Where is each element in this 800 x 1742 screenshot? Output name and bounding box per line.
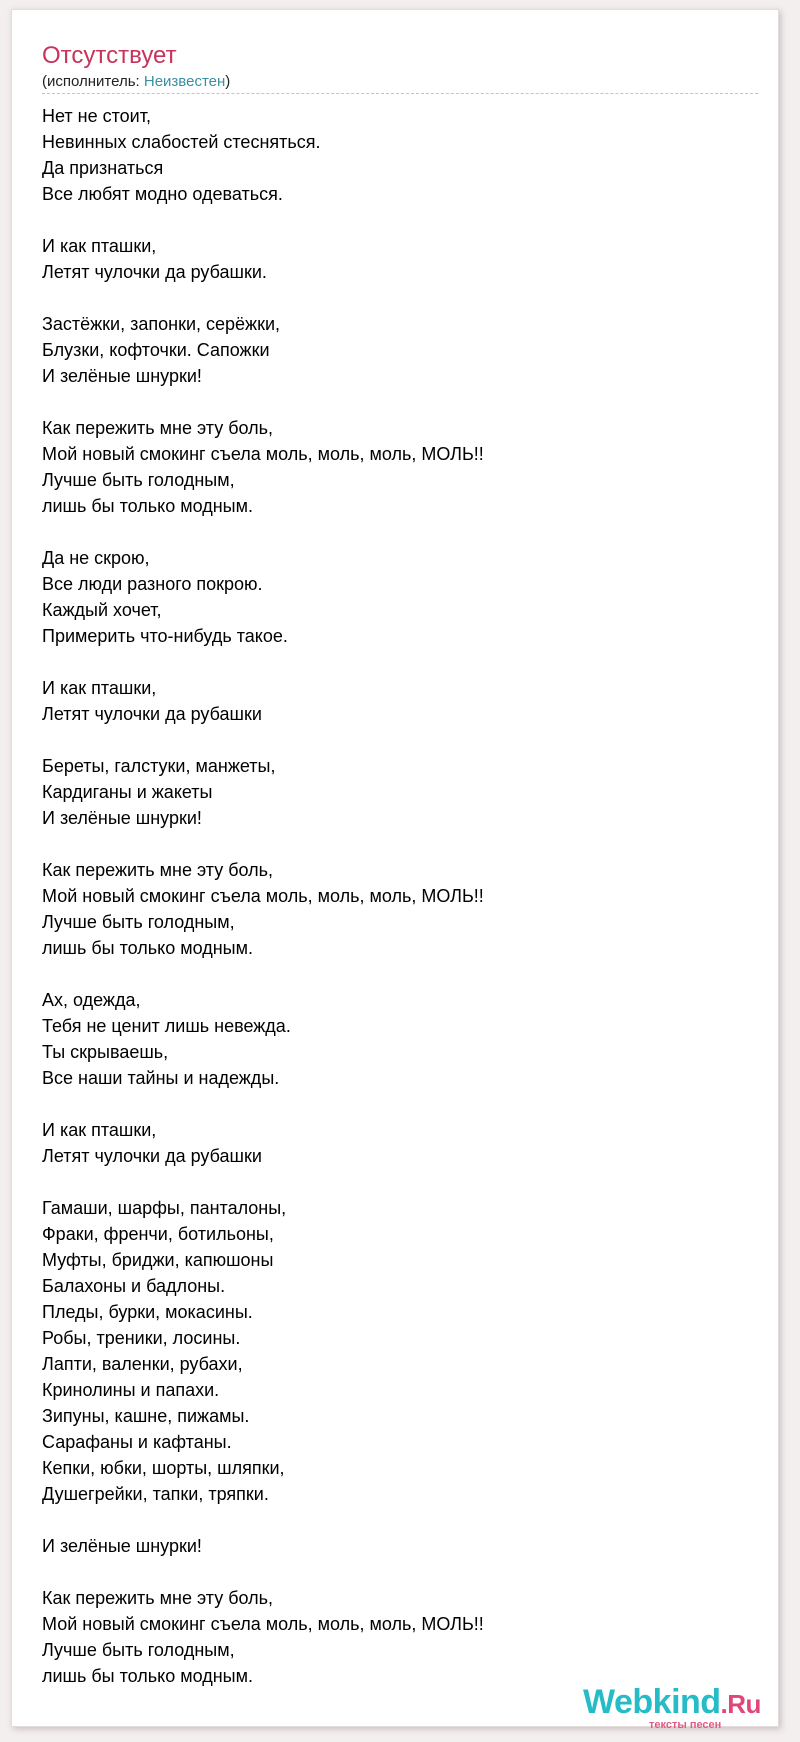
artist-suffix: ) [225,73,231,90]
artist-line [42,73,230,91]
lyric-line: Лучше быть голодным, [42,912,235,932]
lyric-line: Застёжки, запонки, серёжки, [42,314,281,334]
lyric-line: Гамаши, шарфы, панталоны, [42,1198,287,1218]
lyric-line: Ты скрываешь, [42,1042,169,1062]
lyric-line: Мой новый смокинг съела моль, моль, моль, МОЛЬ!! [42,444,484,464]
lyric-line: Мой новый смокинг съела моль, моль, моль, МОЛЬ!! [42,886,484,906]
stanza-break [42,207,762,233]
lyric-line: Кринолины и папахи. [42,1380,220,1400]
lyric-line: Зипуны, кашне, пижамы. [42,1406,250,1426]
stanza-break [42,649,762,675]
lyric-line: лишь бы только модным. [42,1666,253,1686]
lyric-line: Все любят модно одеваться. [42,184,283,204]
stanza-break [42,727,762,753]
lyrics-text [42,103,762,1689]
lyric-line: Как пережить мне эту боль, [42,860,274,880]
lyric-line: Сарафаны и кафтаны. [42,1432,232,1452]
stanza-break [42,389,762,415]
lyric-line: И зелёные шнурки! [42,808,202,828]
stanza-break [42,1091,762,1117]
lyric-line: Робы, треники, лосины. [42,1328,241,1348]
lyric-line: Ах, одежда, [42,990,141,1010]
logo-tagline: тексты песен [649,1719,722,1731]
lyric-line: Муфты, бриджи, капюшоны [42,1250,274,1270]
stanza-break [42,1169,762,1195]
stanza-break [42,831,762,857]
lyric-line: Каждый хочет, [42,600,162,620]
lyric-line: Балахоны и бадлоны. [42,1276,226,1296]
lyric-line: лишь бы только модным. [42,496,253,516]
lyric-line: Как пережить мне эту боль, [42,1588,274,1608]
stanza-break [42,285,762,311]
artist-prefix: (исполнитель: [42,73,144,90]
webkind-logo[interactable] [583,1683,773,1735]
lyric-line: Летят чулочки да рубашки. [42,262,267,282]
lyric-line: И как пташки, [42,678,157,698]
lyric-line: Тебя не ценит лишь невежда. [42,1016,291,1036]
song-title: Отсутствует [42,42,177,69]
lyric-line: Кардиганы и жакеты [42,782,213,802]
lyric-line: Блузки, кофточки. Сапожки [42,340,270,360]
lyric-line: Фраки, френчи, ботильоны, [42,1224,274,1244]
lyric-line: И как пташки, [42,236,157,256]
artist-link[interactable]: Неизвестен [143,73,226,90]
lyric-line: Мой новый смокинг съела моль, моль, моль, МОЛЬ!! [42,1614,484,1634]
lyric-line: Примерить что-нибудь такое. [42,626,288,646]
logo-main-text: Webkind [583,1683,721,1721]
lyric-line: Пледы, бурки, мокасины. [42,1302,253,1322]
lyric-line: Летят чулочки да рубашки [42,704,262,724]
lyric-line: И как пташки, [42,1120,157,1140]
lyric-line: И зелёные шнурки! [42,1536,202,1556]
lyric-line: Нет не стоит, [42,106,151,126]
stanza-break [42,961,762,987]
stanza-break [42,1559,762,1585]
lyric-line: Береты, галстуки, манжеты, [42,756,276,776]
lyric-line: Да признаться [42,158,164,178]
lyric-line: Лапти, валенки, рубахи, [42,1354,243,1374]
lyric-line: И зелёные шнурки! [42,366,202,386]
lyric-line: Все наши тайны и надежды. [42,1068,280,1088]
lyric-line: Все люди разного покрою. [42,574,263,594]
lyric-line: лишь бы только модным. [42,938,253,958]
lyric-line: Невинных слабостей стесняться. [42,132,321,152]
stanza-break [42,1507,762,1533]
lyric-line: Да не скрою, [42,548,150,568]
lyric-line: Лучше быть голодным, [42,470,235,490]
lyric-line: Летят чулочки да рубашки [42,1146,262,1166]
lyric-line: Кепки, юбки, шорты, шляпки, [42,1458,285,1478]
logo-wordmark [583,1683,761,1723]
lyric-line: Лучше быть голодным, [42,1640,235,1660]
title-divider [42,93,758,94]
logo-tld-text: .Ru [720,1689,761,1719]
lyric-line: Как пережить мне эту боль, [42,418,274,438]
lyric-line: Душегрейки, тапки, тряпки. [42,1484,269,1504]
stanza-break [42,519,762,545]
